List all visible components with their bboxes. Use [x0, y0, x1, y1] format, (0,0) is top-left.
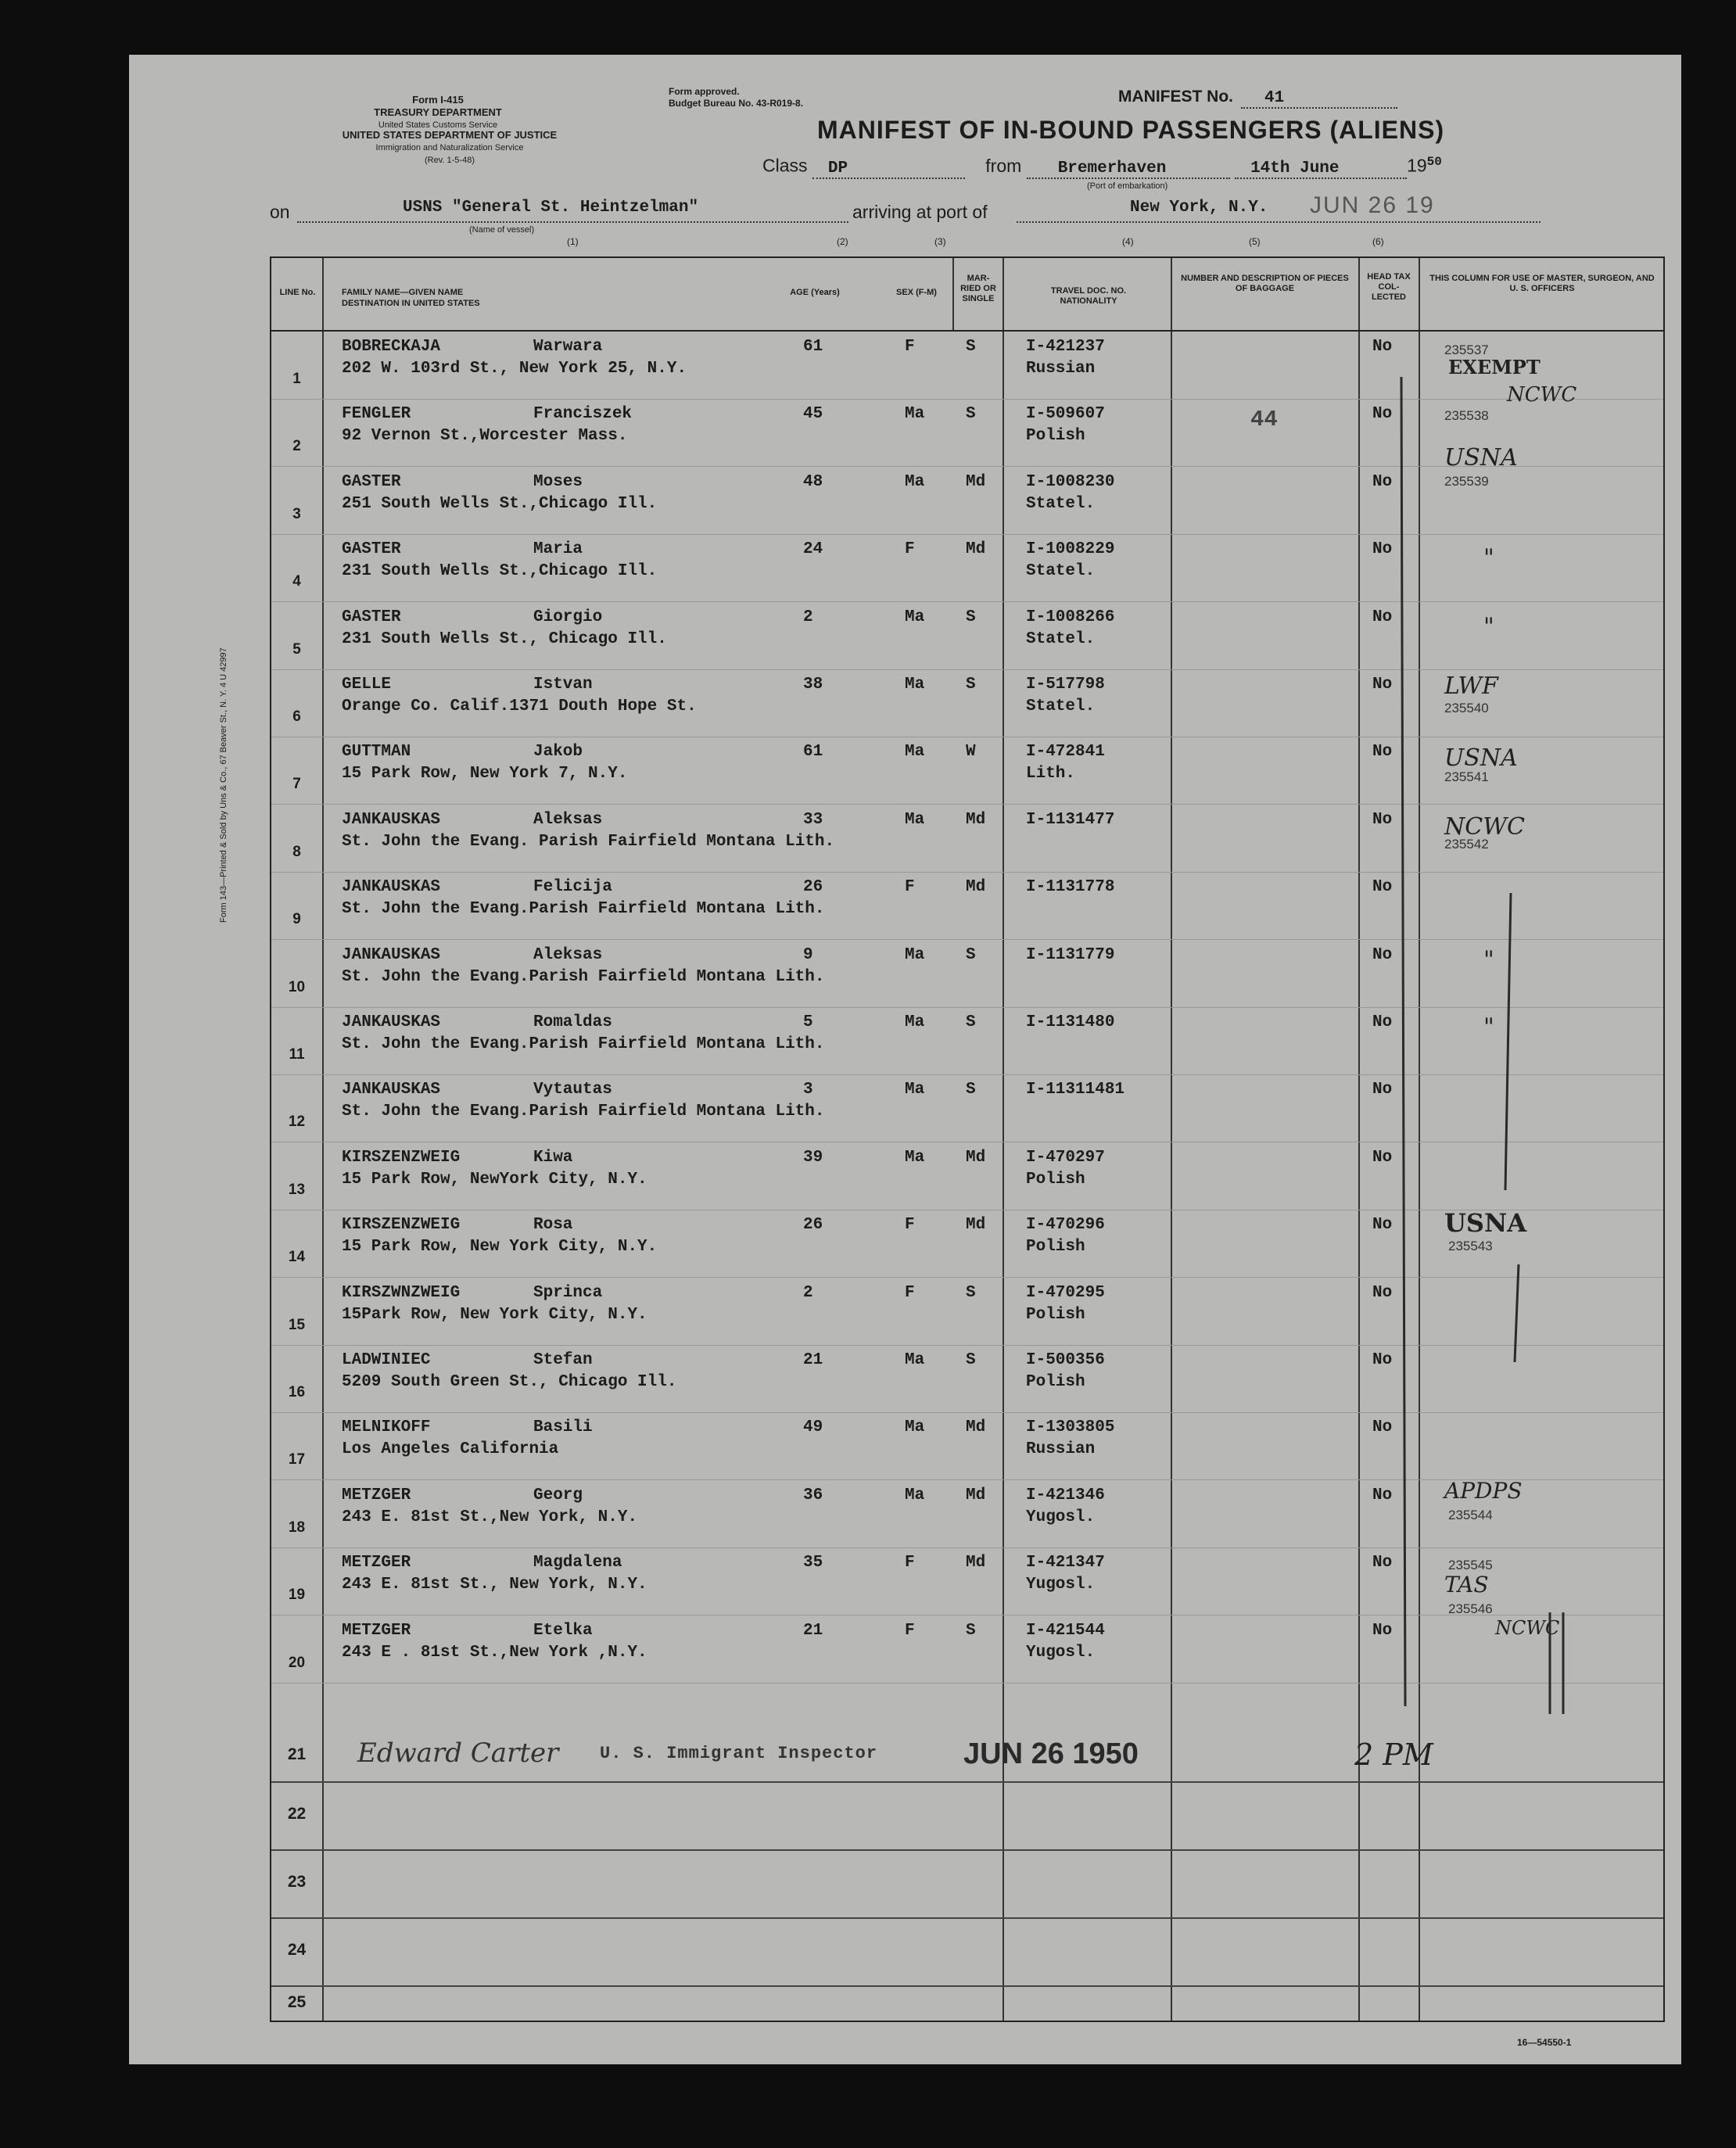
line-number: 11 — [289, 1046, 305, 1063]
inspection-time: 2 PM — [1354, 1737, 1433, 1772]
marital-status: Md — [966, 540, 986, 559]
inspection-date: JUN 26 1950 — [963, 1737, 1139, 1770]
officer-note: LWF — [1444, 672, 1498, 700]
marital-status: S — [966, 405, 976, 424]
nationality: Statel. — [1026, 494, 1096, 513]
sex: F — [905, 338, 915, 356]
class-value: DP — [812, 160, 965, 179]
customs-label: United States Customs Service — [378, 120, 498, 130]
travel-doc-no: I-1008230 — [1026, 472, 1115, 491]
officer-note: NCWC — [1495, 1617, 1560, 1639]
sex: F — [905, 1283, 915, 1302]
officer-note: 235540 — [1444, 701, 1489, 715]
line-number: 22 — [287, 1805, 307, 1823]
nationality: Polish — [1026, 1170, 1085, 1189]
head-tax: No — [1372, 743, 1393, 762]
destination: St. John the Evang.Parish Fairfield Montana Lith. — [342, 1103, 825, 1121]
officer-note: 235544 — [1448, 1508, 1493, 1522]
given-name: Stefan — [533, 1351, 593, 1369]
travel-doc-no: I-1131778 — [1026, 878, 1115, 897]
line-number: 24 — [287, 1941, 307, 1959]
head-tax: No — [1372, 1486, 1393, 1504]
justice-label: UNITED STATES DEPARTMENT OF JUSTICE — [342, 129, 558, 141]
age: 24 — [803, 540, 823, 559]
destination: 251 South Wells St.,Chicago Ill. — [342, 494, 658, 513]
travel-doc-no: I-500356 — [1026, 1351, 1105, 1369]
line-number: 13 — [288, 1181, 306, 1198]
embarkation-caption: (Port of embarkation) — [1087, 181, 1168, 191]
sex: F — [905, 1554, 915, 1572]
sex: F — [905, 1216, 915, 1235]
family-name: JANKAUSKAS — [342, 1081, 441, 1099]
marital-status: S — [966, 1621, 976, 1640]
nationality: Yugosl. — [1026, 1508, 1096, 1526]
travel-doc-no: I-1131480 — [1026, 1013, 1115, 1031]
travel-doc-no: I-421544 — [1026, 1621, 1105, 1640]
age: 21 — [803, 1621, 823, 1640]
col-baggage: NUMBER AND DESCRIPTION OF PIECES OF BAGGAGE — [1181, 274, 1349, 293]
revision-label: (Rev. 1-5-48) — [425, 156, 475, 165]
col-head-tax: HEAD TAX COL-LECTED — [1367, 272, 1411, 302]
given-name: Aleksas — [533, 810, 603, 829]
vessel-caption: (Name of vessel) — [469, 225, 535, 235]
manifest-page — [129, 55, 1681, 2064]
destination: St. John the Evang.Parish Fairfield Montana Lith. — [342, 1035, 825, 1053]
travel-doc-no: I-509607 — [1026, 405, 1105, 424]
travel-doc-no: I-1131477 — [1026, 810, 1115, 829]
form-approved: Form approved. — [669, 86, 740, 97]
colnum-6: (6) — [1372, 236, 1384, 247]
head-tax: No — [1372, 945, 1393, 964]
line-number: 17 — [288, 1451, 306, 1468]
age: 35 — [803, 1554, 823, 1572]
head-tax: No — [1372, 1148, 1393, 1167]
given-name: Vytautas — [533, 1081, 612, 1099]
approval-block — [669, 86, 803, 109]
head-tax: No — [1372, 540, 1393, 559]
given-name: Kiwa — [533, 1148, 573, 1167]
col-destination: DESTINATION IN UNITED STATES — [342, 299, 480, 308]
colnum-3: (3) — [934, 236, 946, 247]
officer-note: USNA — [1444, 444, 1518, 472]
col-line: LINE No. — [279, 288, 316, 297]
manifest-number — [1118, 88, 1397, 109]
arrival-stamp: JUN 26 19 — [1310, 192, 1435, 218]
sex: Ma — [905, 676, 925, 694]
marital-status: S — [966, 676, 976, 694]
nationality: Lith. — [1026, 765, 1076, 784]
destination: 243 E . 81st St.,New York ,N.Y. — [342, 1643, 647, 1662]
line-number: 6 — [292, 708, 301, 725]
col-name: FAMILY NAME—GIVEN NAME — [342, 288, 464, 297]
destination: St. John the Evang.Parish Fairfield Montana Lith. — [342, 967, 825, 986]
col-age: AGE (Years) — [790, 288, 840, 297]
officer-note: USNA — [1444, 744, 1518, 772]
marital-status: Md — [966, 878, 986, 897]
marital-status: Md — [966, 472, 986, 491]
officer-note: 235539 — [1444, 474, 1489, 489]
marital-status: Md — [966, 1418, 986, 1437]
sex: Ma — [905, 945, 925, 964]
family-name: GELLE — [342, 676, 392, 694]
sex: Ma — [905, 743, 925, 762]
marital-status: S — [966, 608, 976, 626]
nationality: Polish — [1026, 1305, 1085, 1324]
from-label: from — [985, 155, 1022, 176]
head-tax: No — [1372, 1013, 1393, 1031]
year-suffix: 50 — [1426, 155, 1442, 169]
line-number: 16 — [288, 1384, 306, 1400]
col-travel-doc: TRAVEL DOC. NO. NATIONALITY — [1050, 286, 1127, 306]
nationality: Statel. — [1026, 697, 1096, 715]
head-tax: No — [1372, 1283, 1393, 1302]
colnum-5: (5) — [1249, 236, 1261, 247]
destination: 243 E. 81st St.,New York, N.Y. — [342, 1508, 638, 1526]
sex: Ma — [905, 405, 925, 424]
officer-note: 235545 — [1448, 1558, 1493, 1572]
given-name: Sprinca — [533, 1283, 603, 1302]
travel-doc-no: I-1303805 — [1026, 1418, 1115, 1437]
handwritten-strokes — [1358, 330, 1663, 1714]
travel-doc-no: I-1131779 — [1026, 945, 1115, 964]
destination: Los Angeles California — [342, 1440, 559, 1459]
given-name: Moses — [533, 472, 583, 491]
travel-doc-no: I-472841 — [1026, 743, 1105, 762]
given-name: Romaldas — [533, 1013, 612, 1031]
family-name: LADWINIEC — [342, 1351, 431, 1369]
age: 36 — [803, 1486, 823, 1504]
nationality: Russian — [1026, 1440, 1096, 1459]
destination: 15Park Row, New York City, N.Y. — [342, 1305, 647, 1324]
sex: Ma — [905, 1013, 925, 1031]
manifest-value: 41 — [1241, 89, 1397, 109]
destination: St. John the Evang.Parish Fairfield Montana Lith. — [342, 900, 825, 919]
family-name: BOBRECKAJA — [342, 338, 441, 356]
colnum-1: (1) — [567, 236, 579, 247]
marital-status: S — [966, 1081, 976, 1099]
head-tax: No — [1372, 1621, 1393, 1640]
marital-status: Md — [966, 1216, 986, 1235]
age: 33 — [803, 810, 823, 829]
destination: 231 South Wells St.,Chicago Ill. — [342, 562, 658, 581]
age: 5 — [803, 1013, 813, 1031]
age: 49 — [803, 1418, 823, 1437]
marital-status: W — [966, 743, 976, 762]
destination: 15 Park Row, New York City, N.Y. — [342, 1238, 658, 1257]
budget-bureau: Budget Bureau No. 43-R019-8. — [669, 98, 804, 109]
sex: Ma — [905, 1148, 925, 1167]
head-tax: No — [1372, 608, 1393, 626]
marital-status: S — [966, 1013, 976, 1031]
sex: F — [905, 1621, 915, 1640]
travel-doc-no: I-1008229 — [1026, 540, 1115, 559]
age: 3 — [803, 1081, 813, 1099]
treasury-label: TREASURY DEPARTMENT — [374, 106, 502, 118]
age: 9 — [803, 945, 813, 964]
line-number: 1 — [292, 371, 301, 387]
inspector-signature: Edward Carter — [357, 1737, 559, 1769]
sex: Ma — [905, 1351, 925, 1369]
passenger-table — [270, 256, 1665, 2022]
date-value: 14th June — [1235, 160, 1407, 179]
destination: 92 Vernon St.,Worcester Mass. — [342, 427, 628, 446]
travel-doc-no: I-517798 — [1026, 676, 1105, 694]
justice-block — [270, 129, 629, 167]
given-name: Etelka — [533, 1621, 593, 1640]
family-name: FENGLER — [342, 405, 411, 424]
line-number: 9 — [292, 911, 301, 928]
head-tax: No — [1372, 1351, 1393, 1369]
family-name: KIRSZWNZWEIG — [342, 1283, 461, 1302]
given-name: Georg — [533, 1486, 583, 1504]
blank-row — [271, 1781, 1663, 1851]
family-name: JANKAUSKAS — [342, 945, 441, 964]
officer-note: 235543 — [1448, 1239, 1493, 1253]
page-title: MANIFEST OF IN-BOUND PASSENGERS (ALIENS) — [817, 116, 1445, 144]
class-line — [762, 155, 1442, 179]
line-number: 4 — [292, 573, 301, 590]
col-sex: SEX (F-M) — [896, 288, 937, 297]
sex: Ma — [905, 608, 925, 626]
sex: Ma — [905, 1486, 925, 1504]
line-number: 18 — [288, 1519, 306, 1536]
travel-doc-no: I-421347 — [1026, 1554, 1105, 1572]
age: 61 — [803, 743, 823, 762]
head-tax: No — [1372, 405, 1393, 424]
travel-doc-no: I-470295 — [1026, 1283, 1105, 1302]
line-number: 8 — [292, 843, 301, 860]
officer-note: NCWC — [1507, 383, 1577, 407]
destination: 15 Park Row, NewYork City, N.Y. — [342, 1170, 647, 1189]
line-number: 3 — [292, 505, 301, 522]
age: 26 — [803, 878, 823, 897]
officer-note: 235542 — [1444, 837, 1489, 852]
vessel-name: USNS "General St. Heintzelman" — [403, 199, 699, 217]
destination: 5209 South Green St., Chicago Ill. — [342, 1373, 677, 1391]
line-number: 12 — [288, 1113, 306, 1131]
destination: Orange Co. Calif.1371 Douth Hope St. — [342, 697, 697, 715]
marital-status: S — [966, 945, 976, 964]
given-name: Basili — [533, 1418, 593, 1437]
ditto-mark: " — [1483, 1013, 1494, 1041]
col-married: MAR-RIED OR SINGLE — [960, 274, 996, 303]
officer-note: EXEMPT — [1448, 356, 1541, 378]
form-number: Form I-415 — [412, 94, 464, 106]
travel-doc-no: I-11311481 — [1026, 1081, 1125, 1099]
nationality: Yugosl. — [1026, 1643, 1096, 1662]
destination: St. John the Evang. Parish Fairfield Montana Lith. — [342, 832, 835, 851]
year-prefix: 19 — [1407, 155, 1427, 176]
family-name: METZGER — [342, 1486, 411, 1504]
age: 48 — [803, 472, 823, 491]
nationality: Polish — [1026, 1373, 1085, 1391]
ditto-mark: " — [1483, 946, 1494, 974]
officer-note: 235537 — [1444, 342, 1489, 357]
marital-status: Md — [966, 1486, 986, 1504]
from-value: Bremerhaven — [1027, 160, 1230, 179]
marital-status: Md — [966, 1554, 986, 1572]
family-name: KIRSZENZWEIG — [342, 1148, 461, 1167]
class-label: Class — [762, 155, 808, 176]
nationality: Russian — [1026, 360, 1096, 378]
marital-status: Md — [966, 810, 986, 829]
head-tax: No — [1372, 878, 1393, 897]
age: 39 — [803, 1148, 823, 1167]
line-number: 5 — [292, 640, 301, 658]
head-tax: No — [1372, 1418, 1393, 1437]
family-name: JANKAUSKAS — [342, 1013, 441, 1031]
given-name: Giorgio — [533, 608, 603, 626]
family-name: JANKAUSKAS — [342, 810, 441, 829]
head-tax: No — [1372, 1216, 1393, 1235]
marital-status: S — [966, 1283, 976, 1302]
line-number: 23 — [287, 1873, 307, 1891]
nationality: Statel. — [1026, 629, 1096, 648]
travel-doc-no: I-421237 — [1026, 338, 1105, 356]
head-tax: No — [1372, 1554, 1393, 1572]
blank-row — [271, 1985, 1663, 2021]
port-rule — [1017, 221, 1541, 223]
line-number: 10 — [288, 978, 306, 995]
given-name: Istvan — [533, 676, 593, 694]
age: 61 — [803, 338, 823, 356]
marital-status: S — [966, 1351, 976, 1369]
age: 2 — [803, 1283, 813, 1302]
nationality: Statel. — [1026, 562, 1096, 581]
travel-doc-no: I-421346 — [1026, 1486, 1105, 1504]
destination: 15 Park Row, New York 7, N.Y. — [342, 765, 628, 784]
sex: Ma — [905, 810, 925, 829]
marital-status: Md — [966, 1148, 986, 1167]
ditto-mark: " — [1483, 544, 1494, 572]
line-number: 15 — [288, 1316, 306, 1333]
family-name: GASTER — [342, 608, 401, 626]
head-tax: No — [1372, 676, 1393, 694]
officer-note: NCWC — [1444, 813, 1525, 841]
line-number: 7 — [292, 776, 301, 793]
officer-note: TAS — [1444, 1572, 1489, 1598]
age: 45 — [803, 405, 823, 424]
officer-note: 235538 — [1444, 408, 1489, 423]
colnum-2: (2) — [837, 236, 848, 247]
given-name: Franciszek — [533, 405, 633, 424]
nationality: Yugosl. — [1026, 1576, 1096, 1594]
line-number: 19 — [288, 1587, 306, 1604]
given-name: Felicija — [533, 878, 612, 897]
form-code: 16—54550-1 — [1517, 2037, 1572, 2048]
sex: Ma — [905, 1418, 925, 1437]
line-number: 20 — [288, 1654, 306, 1671]
given-name: Rosa — [533, 1216, 573, 1235]
officer-note: USNA — [1444, 1208, 1527, 1238]
line-number: 25 — [287, 1993, 307, 2011]
family-name: KIRSZENZWEIG — [342, 1216, 461, 1235]
officer-note: 235546 — [1448, 1601, 1493, 1616]
treasury-block — [274, 94, 602, 131]
col-officers: THIS COLUMN FOR USE OF MASTER, SURGEON, AND U. S. OFFICERS — [1429, 274, 1655, 293]
given-name: Magdalena — [533, 1554, 622, 1572]
manifest-label: MANIFEST No. — [1118, 88, 1233, 106]
family-name: METZGER — [342, 1621, 411, 1640]
sex: Ma — [905, 472, 925, 491]
officer-note: APDPS — [1444, 1478, 1523, 1504]
age: 21 — [803, 1351, 823, 1369]
on-label: on — [270, 202, 290, 222]
destination: 243 E. 81st St., New York, N.Y. — [342, 1576, 647, 1594]
head-tax: No — [1372, 810, 1393, 829]
sex: F — [905, 540, 915, 559]
head-tax: No — [1372, 472, 1393, 491]
destination: 231 South Wells St., Chicago Ill. — [342, 629, 667, 648]
family-name: METZGER — [342, 1554, 411, 1572]
family-name: MELNIKOFF — [342, 1418, 431, 1437]
arriving-label: arriving at port of — [852, 202, 988, 222]
signature-row — [271, 1714, 1663, 1781]
baggage-total: 44 — [1250, 407, 1278, 432]
age: 2 — [803, 608, 813, 626]
family-name: GASTER — [342, 540, 401, 559]
family-name: GASTER — [342, 472, 401, 491]
blank-row — [271, 1917, 1663, 1987]
travel-doc-no: I-470297 — [1026, 1148, 1105, 1167]
head-tax: No — [1372, 338, 1393, 356]
head-tax: No — [1372, 1081, 1393, 1099]
arrival-port: New York, N.Y. — [1130, 199, 1268, 217]
destination: 202 W. 103rd St., New York 25, N.Y. — [342, 360, 687, 378]
given-name: Maria — [533, 540, 583, 559]
sex: Ma — [905, 1081, 925, 1099]
table-header — [271, 258, 1663, 332]
line-number: 2 — [292, 438, 301, 455]
family-name: JANKAUSKAS — [342, 878, 441, 897]
age: 26 — [803, 1216, 823, 1235]
family-name: GUTTMAN — [342, 743, 411, 762]
blank-row — [271, 1849, 1663, 1919]
vessel-rule — [297, 221, 848, 223]
ditto-mark: " — [1483, 613, 1494, 640]
ins-label: Immigration and Naturalization Service — [375, 143, 524, 152]
sex: F — [905, 878, 915, 897]
given-name: Jakob — [533, 743, 583, 762]
travel-doc-no: I-470296 — [1026, 1216, 1105, 1235]
colnum-4: (4) — [1122, 236, 1134, 247]
line-number: 21 — [287, 1745, 307, 1763]
travel-doc-no: I-1008266 — [1026, 608, 1115, 626]
age: 38 — [803, 676, 823, 694]
line-number: 14 — [288, 1249, 306, 1266]
margin-print: Form 143—Printed & Sold by Uns & Co., 67 Beaver St., N. Y. 4 U 42997 — [219, 647, 228, 923]
nationality: Polish — [1026, 1238, 1085, 1257]
inspector-label: U. S. Immigrant Inspector — [600, 1744, 878, 1763]
marital-status: S — [966, 338, 976, 356]
officer-note: 235541 — [1444, 769, 1489, 784]
given-name: Warwara — [533, 338, 603, 356]
nationality: Polish — [1026, 427, 1085, 446]
given-name: Aleksas — [533, 945, 603, 964]
